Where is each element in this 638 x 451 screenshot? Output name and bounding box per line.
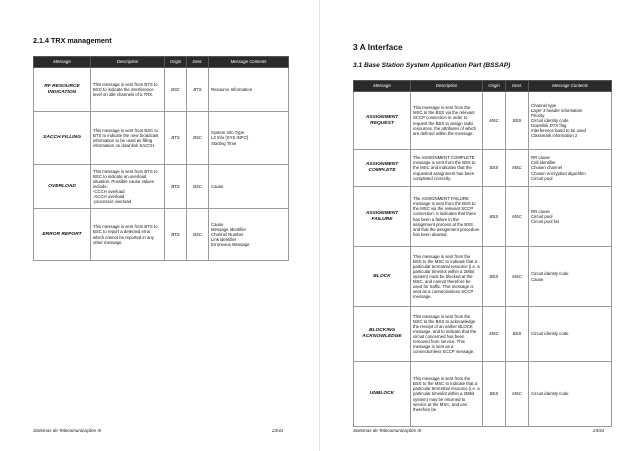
header-description: Description [91,57,165,68]
contents-cell-text: Circuit identity code [531,331,569,337]
bssap-table [353,80,612,427]
description-cell [91,68,165,112]
contents-cell-text: Channel type Layer 3 header information Priority Circuit identity code Downlink DTX flag Interference band to be used Classmark information 2 [531,102,586,139]
origin-cell [483,247,506,307]
message-name-cell-text: OVERLOAD [48,183,76,189]
description-cell-text: This message is sent from BTS to BSC to report a detected error which cannot be reported in any other message. [93,224,158,245]
description-cell-text: This message is sent from the BSS to the MSC to indicate that a particular terrestrial resource (i.e. a particular timeslot within a 2Mbit system) must be blocked at the MSC, and cannot therefore be used for traffic. This message is sent as a connectionless SCCP message. [413,253,480,300]
description-cell [411,362,483,427]
dest-cell-text: MSC [512,391,522,397]
origin-cell-text: BTS [171,135,180,141]
origin-cell [165,209,187,261]
message-name-cell-text: ASSIGNMENT REQUEST [365,114,399,126]
dest-cell [187,68,209,112]
description-cell-text: The ASSIGNMENT COMPLETE message is sent from the BSS to the MSC and indicates that the requested assignment has been completed correctly. [413,155,476,181]
table-row [354,362,612,427]
table-row [354,247,612,307]
dest-cell-text: MSC [512,213,522,219]
dest-cell-text: BSC [193,183,202,189]
origin-cell-text: BSS [489,391,499,397]
description-cell [91,209,165,261]
header-message: Message [354,81,411,92]
message-name-cell [354,92,411,150]
description-cell [411,247,483,307]
dest-cell-text: BSC [193,231,202,237]
header-contents: Message Contents [529,81,612,92]
left-section-title: 2.1.4 TRX management [33,36,112,45]
dest-cell-text: MSC [512,273,522,279]
contents-cell-text: Cause [211,183,224,189]
table-row [34,112,289,165]
table-row [354,187,612,247]
description-cell-text: This message is sent from the BSS to the MSC to indicate that a particular terrestrial resource (i.e. a particular timeslot within a 2Mbit system) may be returned to service at the MSC, and can therefore be [413,376,480,412]
dest-cell [506,247,529,307]
contents-cell [529,150,612,187]
contents-cell-text: System Info Type L3 Info (SYS INFO) Starting Time [211,130,249,146]
right-section-title: 3 A Interface [353,42,403,52]
table-row [34,68,289,112]
message-name-cell [34,209,91,261]
header-message: Message [34,57,91,68]
contents-cell [529,92,612,150]
dest-cell-text: BSS [512,331,522,337]
description-cell-text: This message is sent from the MSC to the BSS via the relevant SCCP connection in order to request the BSS to assign radio resources, the attributes of which are defined within the message. [413,105,477,136]
dest-cell [187,112,209,165]
table-row [34,165,289,209]
table-row [34,209,289,261]
header-dest: Dest. [187,57,209,68]
header-origin: Origin [483,81,506,92]
origin-cell [483,307,506,362]
trx-management-table [33,56,289,261]
message-name-cell [354,307,411,362]
page-divider [319,0,320,451]
dest-cell [187,209,209,261]
message-name-cell-text: BLOCK [373,273,391,279]
origin-cell-text: BTS [171,183,180,189]
dest-cell [506,187,529,247]
description-cell-text: This message is sent from the MSC to the BSS to acknowledge the receipt of an earlier BLOCK message, and to indicate that the circuit concerned has been removed from service. This message is sent as a connectionless SCCP message. [413,313,477,355]
origin-cell-text: BSS [489,165,499,171]
description-cell [411,150,483,187]
message-name-cell-text: UNBLOCK [369,391,395,396]
contents-cell [529,247,612,307]
message-name-cell [34,165,91,209]
message-name-cell [354,362,411,427]
contents-cell [209,112,289,165]
message-name-cell [354,187,411,247]
header-dest: Dest. [506,81,529,92]
description-cell-text: This message is sent from BTS to BSC to indicate the interference level on idle channels of a TRX. [93,81,158,98]
dest-cell [506,362,529,427]
dest-cell [506,92,529,150]
description-cell [411,307,483,362]
table-row [354,150,612,187]
message-name-cell-text: SACCH FILLING [43,135,81,140]
message-name-cell [34,68,91,112]
origin-cell-text: MSC [489,331,499,337]
left-page-number: 23/41 [272,428,284,433]
origin-cell [165,165,187,209]
dest-cell [506,150,529,187]
origin-cell [165,68,187,112]
contents-cell [529,187,612,247]
table-header-row [354,81,612,92]
origin-cell-text: BSC [171,86,180,92]
dest-cell-text: BSS [512,117,522,123]
message-name-cell-text: ASSIGNMENT FAILURE [365,210,399,222]
message-name-cell-text: BLOCKING ACKNOWLEDGE [362,328,402,339]
description-cell-text: This message is sent from BSC to BTS to indicate the new broadcast information to be used as filling information on downlink SACCH. [93,127,159,149]
message-name-cell [354,150,411,187]
origin-cell-text: BTS [171,231,180,237]
message-name-cell [34,112,91,165]
origin-cell-text: BSS [489,273,499,279]
message-name-cell-text: RF RESOURCE INDICATION [44,83,80,95]
message-name-cell [354,247,411,307]
contents-cell-text: Cause Message Identifier Channel Number Link identifier Erroneous Message [211,221,250,248]
origin-cell-text: BSS [489,213,499,219]
dest-cell-text: MSC [512,165,522,171]
header-contents: Message Contents [209,57,289,68]
contents-cell [209,68,289,112]
description-cell [411,92,483,150]
contents-cell [209,165,289,209]
contents-cell-text: Circuit identity code [531,391,569,397]
header-description: Description [411,81,483,92]
origin-cell [483,150,506,187]
contents-cell [529,362,612,427]
origin-cell [165,112,187,165]
right-footer-title: Sistemas de Telecomunicações III [353,428,422,433]
table-row [354,92,612,150]
description-cell-text: The ASSIGNMENT FAILURE message is sent from the BSS to the MSC via the relevant SCCP connection. It indicates that there has been a failure in the assignment process at the BSS and that the assignment procedure has been aborted. [413,196,480,237]
right-section-subtitle: 3.1 Base Station System Application Part (BSSAP) [353,62,511,69]
contents-cell [209,209,289,261]
dest-cell [187,165,209,209]
origin-cell [483,187,506,247]
description-cell [91,165,165,209]
contents-cell-text: Resource Information [211,86,253,92]
dest-cell-text: BSC [193,135,202,141]
contents-cell-text: RR cause Circuit pool Circuit pool list [531,208,559,225]
contents-cell [529,307,612,362]
table-header-row [34,57,289,68]
description-cell [411,187,483,247]
right-page-number: 24/41 [593,428,605,433]
contents-cell-text: Circuit identity code Cause [531,271,569,282]
origin-cell [483,92,506,150]
description-cell-text: This message is sent from BTS to BSC to indicate an overload situation. Possible cause values include: -CCCH overload -ACCH overload -processor overload [93,168,158,205]
table-row [354,307,612,362]
dest-cell-text: BTS [193,86,202,92]
origin-cell [483,362,506,427]
origin-cell-text: MSC [489,117,499,123]
message-name-cell-text: ASSIGNMENT COMPLETE [365,162,399,173]
contents-cell-text: RR cause Cell identifier Chosen channel Chosen encryption algorithm Circuit pool [531,155,586,181]
description-cell [91,112,165,165]
left-footer-title: Sistemas de Telecomunicações III [33,428,102,433]
message-name-cell-text: ERROR REPORT [42,231,82,237]
dest-cell [506,307,529,362]
header-origin: Origin [165,57,187,68]
